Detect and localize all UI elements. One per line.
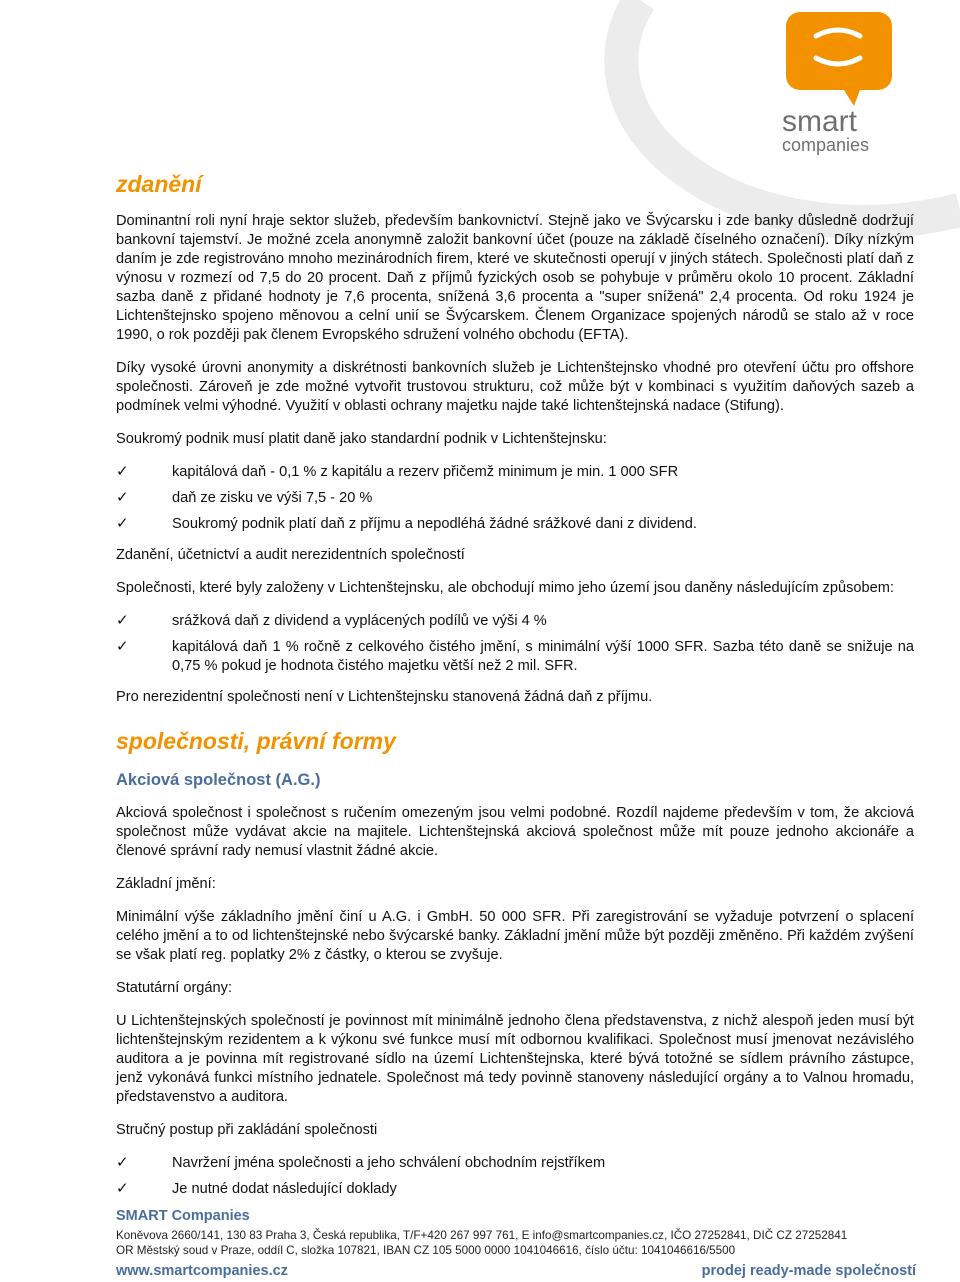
paragraph: Pro nerezidentní společnosti není v Lichtenštejnsku stanovená žádná daň z příjmu. xyxy=(116,689,653,705)
list-item xyxy=(116,1180,914,1199)
list-item-text: srážková daň z dividend a vyplácených podílů ve výši 4 % xyxy=(172,613,547,629)
check-icon: ✓ xyxy=(116,612,129,629)
footer-website-link[interactable]: www.smartcompanies.cz xyxy=(116,1263,288,1279)
footer-slogan: prodej ready-made společností xyxy=(701,1263,916,1279)
list-item-text: Navržení jména společnosti a jeho schválení obchodním rejstříkem xyxy=(172,1155,606,1171)
label: Stručný postup při zakládání společnosti xyxy=(116,1122,378,1138)
paragraph: Díky vysoké úrovni anonymity a diskrétnosti bankovních služeb je Lichtenštejnsko vhodné pro otevření účtu pro offshore společnosti. Zároveň je zde možné vytvořit trustovou strukturu, což může být v kombinaci s využitím daňových sazeb a podmínek velmi výhodné. Využití v oblasti ochrany majetku najde také lichtenštejnská nadace (Stifung). xyxy=(116,360,914,414)
list-item xyxy=(116,463,914,482)
tax-list-private xyxy=(116,463,914,534)
paragraph: Soukromý podnik musí platit daně jako standardní podnik v Lichtenštejnsku: xyxy=(116,431,607,447)
logo-word-companies: companies xyxy=(782,135,870,155)
section-title-taxation: zdanění xyxy=(116,171,202,197)
procedure-list xyxy=(116,1154,914,1199)
list-item-text: Soukromý podnik platí daň z příjmu a nepodléhá žádné srážkové dani z dividend. xyxy=(172,516,697,532)
list-item xyxy=(116,1154,914,1173)
paragraph: Dominantní roli nyní hraje sektor služeb, především bankovnictví. Stejně jako ve Švýcarsku i zde banky důsledně dodržují bankovní tajemství. Je možné zcela anonymně založit bankovní účet (pouze na základě číselného označení). Díky nízkým daním je zde registrováno mnoho mezinárodních firem, které ve skutečnosti operují v jiných státech. Společnosti platí daň z výnosu v rozmezí od 7,5 do 20 procent. Daň z příjmů fyzických osob se pohybuje v průměru okolo 10 procent. Základní sazba daně z přidané hodnoty je 7,6 procenta, snížená 3,6 procenta a "super snížená" 2,4 procenta. Od roku 1924 je Lichtenštejnsko spojeno měnovou a celní unií se Švýcarskem. Členem Organizace spojených národů se stalo až v roce 1990, o rok později pak členem Evropského sdružení volného obchodu (EFTA). xyxy=(116,213,914,343)
paragraph: Zdanění, účetnictví a audit nerezidentních společností xyxy=(116,547,465,563)
check-icon: ✓ xyxy=(116,638,129,655)
list-item xyxy=(116,638,914,676)
subsection-title: Akciová společnost (A.G.) xyxy=(116,771,321,789)
page-footer xyxy=(116,1208,916,1279)
paragraph: Společnosti, které byly založeny v Lichtenštejnsku, ale obchodují mimo jeho území jsou daněny následujícím způsobem: xyxy=(116,580,894,596)
document-body xyxy=(116,170,914,1211)
list-item xyxy=(116,612,914,631)
paragraph: Akciová společnost i společnost s ručením omezeným jsou velmi podobné. Rozdíl najdeme především v tom, že akciová společnost může vydávat akcie na majitele. Lichtenštejnská akciová společnost může mít pouze jednoho akcionáře a členové správní rady nemusí vlastnit žádné akcie. xyxy=(116,805,914,859)
list-item xyxy=(116,515,914,534)
label: Základní jmění: xyxy=(116,876,216,892)
footer-brand: SMART Companies xyxy=(116,1208,250,1224)
list-item-text: Je nutné dodat následující doklady xyxy=(172,1181,397,1197)
check-icon: ✓ xyxy=(116,515,129,532)
list-item-text: daň ze zisku ve výši 7,5 - 20 % xyxy=(172,490,373,506)
check-icon: ✓ xyxy=(116,489,129,506)
speech-bubble-logo-icon xyxy=(760,6,910,156)
list-item xyxy=(116,489,914,508)
check-icon: ✓ xyxy=(116,1154,129,1171)
footer-address: Koněvova 2660/141, 130 83 Praha 3, Česká republika, T/F+420 267 997 761, E info@smartcompanies.cz, IČO 27252841, DIČ CZ 27252841 xyxy=(116,1229,848,1242)
logo-word-smart: smart xyxy=(782,105,857,138)
company-logo[interactable] xyxy=(760,6,910,156)
check-icon: ✓ xyxy=(116,463,129,480)
list-item-text: kapitálová daň 1 % ročně z celkového čistého jmění, s minimální výší 1000 SFR. Sazba této daně se snižuje na 0,75 % pokud je hodnota čistého majetku větší než 2 mil. SFR. xyxy=(172,639,914,674)
list-item-text: kapitálová daň - 0,1 % z kapitálu a rezerv přičemž minimum je min. 1 000 SFR xyxy=(172,464,679,480)
paragraph: Minimální výše základního jmění činí u A.G. i GmbH. 50 000 SFR. Při zaregistrování se vyžaduje potvrzení o splacení celého jmění a to od lichtenštejnské nebo švýcarské banky. Základní jmění může být později změněno. Při každém zvýšení se však platí reg. poplatky 2% z částky, o kterou se zvyšuje. xyxy=(116,909,914,963)
paragraph: U Lichtenštejnských společností je povinnost mít minimálně jednoho člena představenstva, z nichž alespoň jeden musí být lichtenštejnským rezidentem a k výkonu své funkce musí mít odbornou kvalifikaci. Společnost musí jmenovat nezávislého auditora a je povinna mít registrované sídlo na území Lichtenštejnska, které bývá totožné se sídlem právního zástupce, jenž vykonává funkci místního jednatele. Společnost má tedy povinně stanoveny následující orgány a to Valnou hromadu, představenstvo a auditora. xyxy=(116,1013,914,1105)
section-title-legal-forms: společnosti, právní formy xyxy=(116,728,396,754)
tax-list-nonresident xyxy=(116,612,914,676)
footer-registration: OR Městský soud v Praze, oddíl C, složka 107821, IBAN CZ 105 5000 0000 1041046616, číslo účtu: 1041046616/5500 xyxy=(116,1244,736,1257)
label: Statutární orgány: xyxy=(116,980,233,996)
check-icon: ✓ xyxy=(116,1180,129,1197)
